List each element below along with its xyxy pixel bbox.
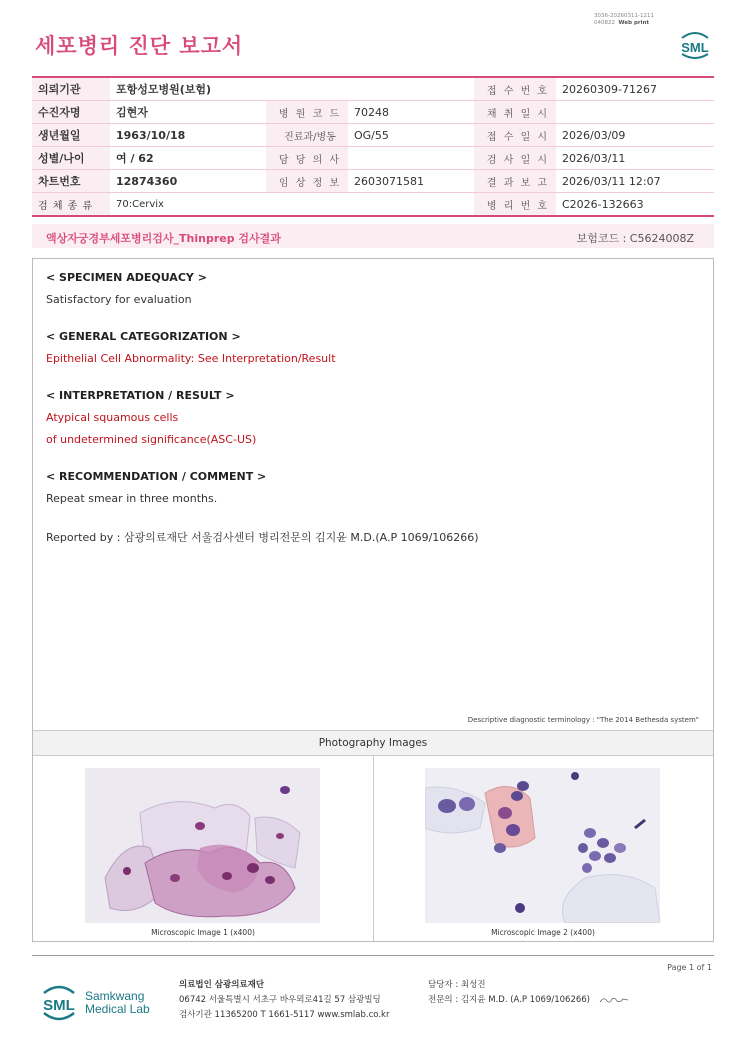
info-label: 의뢰기관 bbox=[32, 77, 110, 101]
bethesda-note: Descriptive diagnostic terminology : "The 2014 Bethesda system" bbox=[467, 716, 699, 724]
info-label: 생년월일 bbox=[32, 124, 110, 147]
test-name-bar bbox=[32, 224, 714, 248]
photo-divider bbox=[373, 755, 374, 941]
info-mid-value: OG/55 bbox=[348, 124, 474, 147]
signature-info bbox=[428, 978, 629, 1008]
adequacy-body: Satisfactory for evaluation bbox=[46, 293, 192, 306]
logo-text: SML bbox=[681, 40, 709, 55]
info-mid-value: 2603071581 bbox=[348, 170, 474, 193]
reported-by: Reported by : 삼광의료재단 서울검사센터 병리전문의 김지윤 M.D.(A.P 1069/106266) bbox=[46, 531, 479, 544]
image-1-caption: Microscopic Image 1 (x400) bbox=[151, 928, 255, 937]
interpretation-heading: < INTERPRETATION / RESULT > bbox=[46, 389, 235, 402]
web-print-label: Web print bbox=[618, 20, 650, 26]
microscopic-image-2 bbox=[425, 768, 660, 923]
document-code bbox=[594, 13, 664, 27]
info-mid-label: 담 당 의 사 bbox=[266, 147, 348, 170]
info-mid-label: 임 상 정 보 bbox=[266, 170, 348, 193]
microscopic-image-1-graphic bbox=[85, 768, 320, 923]
info-label: 검 체 종 류 bbox=[32, 193, 110, 217]
info-value: 70:Cervix bbox=[110, 193, 474, 217]
info-right-label: 검 사 일 시 bbox=[474, 147, 556, 170]
footer-logo-text: SML bbox=[43, 997, 75, 1014]
org-contact: 검사기관 11365200 T 1661-5117 www.smlab.co.kr bbox=[179, 1010, 390, 1020]
info-mid-value bbox=[348, 147, 474, 170]
info-right-value bbox=[556, 101, 714, 124]
report-box bbox=[32, 258, 714, 942]
info-value: 포항성모병원(보험) bbox=[110, 77, 474, 101]
info-right-label: 결 과 보 고 bbox=[474, 170, 556, 193]
microscopic-image-2-graphic bbox=[425, 768, 660, 923]
info-right-value: 2026/03/11 bbox=[556, 147, 714, 170]
insurance-code: 보험코드 : C5624008Z bbox=[576, 232, 694, 245]
sml-logo-top bbox=[676, 28, 714, 62]
info-right-value: C2026-132663 bbox=[556, 193, 714, 217]
page-number: Page 1 of 1 bbox=[667, 963, 712, 972]
footer-divider bbox=[32, 955, 714, 956]
info-value: 12874360 bbox=[110, 170, 266, 193]
info-label: 수진자명 bbox=[32, 101, 110, 124]
recommendation-body: Repeat smear in three months. bbox=[46, 492, 218, 505]
logo-line-1: Samkwang bbox=[85, 989, 145, 1003]
microscopic-image-1 bbox=[85, 768, 320, 923]
info-value: 1963/10/18 bbox=[110, 124, 266, 147]
photo-section-header: Photography Images bbox=[33, 730, 713, 756]
image-2-caption: Microscopic Image 2 (x400) bbox=[491, 928, 595, 937]
org-name: 의료법인 삼광의료재단 bbox=[179, 980, 265, 990]
adequacy-heading: < SPECIMEN ADEQUACY > bbox=[46, 271, 207, 284]
footer-logo-wordmark bbox=[85, 990, 150, 1016]
document-code-line1: 3036-20260311-1211 bbox=[594, 13, 654, 19]
patient-info-table bbox=[32, 76, 714, 217]
sml-logo-footer bbox=[36, 980, 82, 1026]
manager: 담당자 : 최성진 bbox=[428, 980, 486, 990]
info-value: 여 / 62 bbox=[110, 147, 266, 170]
test-name: 액상자궁경부세포병리검사_Thinprep 검사결과 bbox=[46, 232, 281, 245]
info-mid-label: 병 원 코 드 bbox=[266, 101, 348, 124]
signature-icon bbox=[599, 995, 629, 1005]
sml-logo-footer-icon bbox=[36, 980, 82, 1026]
recommendation-heading: < RECOMMENDATION / COMMENT > bbox=[46, 470, 267, 483]
info-right-label: 접 수 일 시 bbox=[474, 124, 556, 147]
sml-logo-icon bbox=[676, 28, 714, 62]
interpretation-line1: Atypical squamous cells bbox=[46, 411, 179, 424]
info-right-label: 채 취 일 시 bbox=[474, 101, 556, 124]
info-right-value: 2026/03/11 12:07 bbox=[556, 170, 714, 193]
general-heading: < GENERAL CATEGORIZATION > bbox=[46, 330, 241, 343]
info-right-value: 2026/03/09 bbox=[556, 124, 714, 147]
org-info bbox=[179, 978, 389, 1023]
info-right-value: 20260309-71267 bbox=[556, 77, 714, 101]
org-address: 06742 서울특별시 서초구 바우뫼로41길 57 삼광빌딩 bbox=[179, 995, 381, 1005]
document-code-line2: 040822 bbox=[594, 20, 615, 26]
general-body: Epithelial Cell Abnormality: See Interpretation/Result bbox=[46, 352, 336, 365]
info-right-label: 병 리 번 호 bbox=[474, 193, 556, 217]
info-right-label: 접 수 번 호 bbox=[474, 77, 556, 101]
page-title: 세포병리 진단 보고서 bbox=[35, 34, 244, 58]
interpretation-line2: of undetermined significance(ASC-US) bbox=[46, 433, 257, 446]
info-mid-value: 70248 bbox=[348, 101, 474, 124]
info-label: 성별/나이 bbox=[32, 147, 110, 170]
specialist: 전문의 : 김지윤 M.D. (A.P 1069/106266) bbox=[428, 995, 590, 1005]
info-label: 차트번호 bbox=[32, 170, 110, 193]
logo-line-2: Medical Lab bbox=[85, 1002, 150, 1016]
info-value: 김현자 bbox=[110, 101, 266, 124]
info-mid-label: 진료과/병동 bbox=[266, 124, 348, 147]
